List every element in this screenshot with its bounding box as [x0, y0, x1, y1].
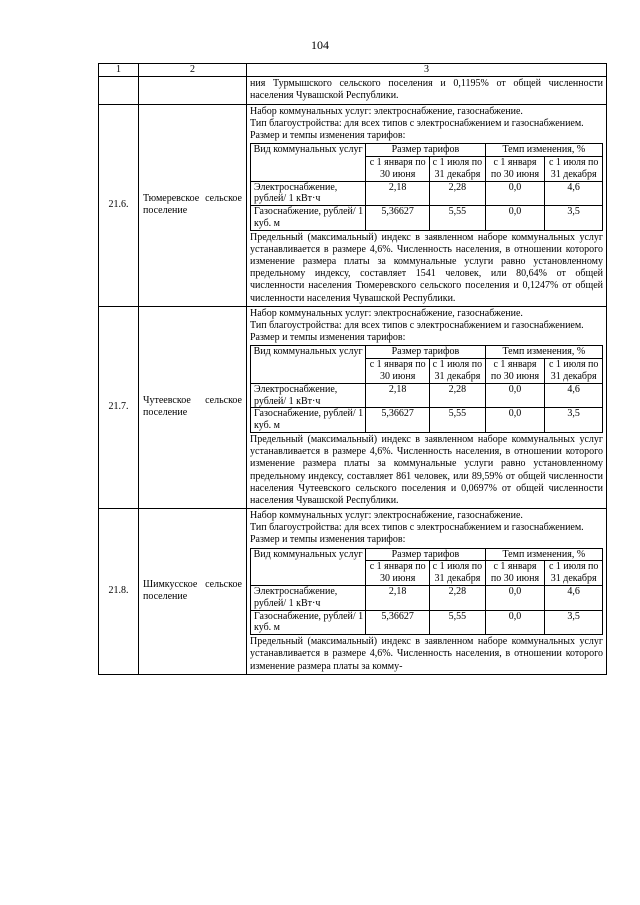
period-jul-dec: с 1 июля по 31 декабря [545, 156, 603, 181]
tariff-header-row [251, 346, 603, 359]
services-text: Набор коммунальных услуг: электроснабжение, газоснабжение. [250, 307, 523, 319]
tariff-header-size: Размер тарифов [366, 548, 485, 561]
row-number: 21.6. [99, 104, 139, 306]
settlement-name: Чутеевское сельское поселение [139, 306, 247, 508]
main-table [98, 63, 607, 675]
rate-value: 3,5 [545, 408, 603, 433]
period-jan-jun: с 1 января по 30 июня [485, 561, 545, 586]
service-name: Газоснабжение, рублей/ 1 куб. м [251, 206, 366, 231]
period-jul-dec: с 1 июля по 31 декабря [545, 359, 603, 384]
tariff-value: 2,18 [366, 383, 430, 408]
rate-value: 0,0 [485, 181, 545, 206]
tariff-title: Размер и темпы изменения тарифов: [250, 534, 406, 546]
tariff-table [250, 345, 603, 433]
tariff-row-electricity [251, 383, 603, 408]
row-description [247, 104, 607, 306]
row-description [247, 306, 607, 508]
tariff-header-row [251, 548, 603, 561]
period-jan-jun: с 1 января по 30 июня [366, 561, 430, 586]
table-row [99, 104, 607, 306]
header-col-2: 2 [139, 64, 247, 77]
rate-value: 4,6 [545, 586, 603, 611]
period-jul-dec: с 1 июля по 31 декабря [430, 156, 485, 181]
tariff-row-gas [251, 408, 603, 433]
tariff-table [250, 548, 603, 636]
limit-index-text: Предельный (максимальный) индекс в заявленном наборе коммунальных услуг устанавливается в размере 4,6%. Численность населения, в отношении которого изменение размера платы за коммунальные услуги равно установленному предельному индексу, составляет 861 человек, или 89,59% от общей численности населения Чутеевского сельского поселения и 0,0697% от общей численности населения Чувашской Республики. [250, 433, 603, 506]
limit-index-text: Предельный (максимальный) индекс в заявленном наборе коммунальных услуг устанавливается в размере 4,6%. Численность населения, в отношении которого изменение размера платы за комму- [250, 636, 603, 672]
tariff-header-size: Размер тарифов [366, 346, 485, 359]
settlement-name: Тюмеревское сельское поселение [139, 104, 247, 306]
row-number: 21.8. [99, 509, 139, 675]
tariff-value: 2,18 [366, 181, 430, 206]
tariff-value: 2,18 [366, 586, 430, 611]
rate-value: 0,0 [485, 383, 545, 408]
tariff-value: 5,36627 [366, 206, 430, 231]
row-description [247, 509, 607, 675]
tariff-title: Размер и темпы изменения тарифов: [250, 129, 406, 141]
tariff-value: 2,28 [430, 181, 485, 206]
continuation-text: ния Турмышского сельского поселения и 0,1195% от общей численности населения Чувашской Республики. [247, 77, 607, 104]
tariff-header-kind: Вид коммунальных услуг [251, 144, 366, 181]
improvement-text: Тип благоустройства: для всех типов с электроснабжением и газоснабжением. [250, 522, 584, 534]
tariff-value: 2,28 [430, 586, 485, 611]
limit-index-text: Предельный (максимальный) индекс в заявленном наборе коммунальных услуг устанавливается в размере 4,6%. Численность населения, в отношении которого изменение размера платы за коммунальные услуги равно установленному предельному индексу, составляет 1541 человек, или 80,64% от общей численности населения Тюмеревского сельского поселения и 0,1247% от общей численности населения Чувашской Республики. [250, 231, 603, 304]
improvement-text: Тип благоустройства: для всех типов с электроснабжением и газоснабжением. [250, 117, 584, 129]
service-name: Газоснабжение, рублей/ 1 куб. м [251, 610, 366, 635]
services-text: Набор коммунальных услуг: электроснабжение, газоснабжение. [250, 105, 523, 117]
tariff-header-size: Размер тарифов [366, 144, 485, 157]
period-jan-jun: с 1 января по 30 июня [485, 156, 545, 181]
page-number: 104 [311, 38, 329, 52]
tariff-row-electricity [251, 586, 603, 611]
tariff-value: 5,55 [430, 408, 485, 433]
improvement-text: Тип благоустройства: для всех типов с электроснабжением и газоснабжением. [250, 320, 584, 332]
rate-value: 3,5 [545, 206, 603, 231]
period-jan-jun: с 1 января по 30 июня [366, 156, 430, 181]
tariff-row-gas [251, 610, 603, 635]
table-row [99, 306, 607, 508]
continuation-row [99, 77, 607, 104]
rate-value: 4,6 [545, 383, 603, 408]
tariff-value: 5,36627 [366, 610, 430, 635]
table-row [99, 509, 607, 675]
service-name: Газоснабжение, рублей/ 1 куб. м [251, 408, 366, 433]
rate-value: 0,0 [485, 586, 545, 611]
period-jul-dec: с 1 июля по 31 декабря [545, 561, 603, 586]
services-text: Набор коммунальных услуг: электроснабжение, газоснабжение. [250, 510, 523, 522]
rate-value: 0,0 [485, 610, 545, 635]
tariff-value: 5,55 [430, 610, 485, 635]
table-header-row [99, 64, 607, 77]
tariff-header-kind: Вид коммунальных услуг [251, 548, 366, 585]
rate-value: 0,0 [485, 206, 545, 231]
tariff-header-row [251, 144, 603, 157]
header-col-3: 3 [247, 64, 607, 77]
tariff-header-kind: Вид коммунальных услуг [251, 346, 366, 383]
row-number: 21.7. [99, 306, 139, 508]
tariff-value: 5,36627 [366, 408, 430, 433]
period-jan-jun: с 1 января по 30 июня [366, 359, 430, 384]
period-jan-jun: с 1 января по 30 июня [485, 359, 545, 384]
tariff-row-gas [251, 206, 603, 231]
rate-value: 4,6 [545, 181, 603, 206]
rate-value: 0,0 [485, 408, 545, 433]
rate-value: 3,5 [545, 610, 603, 635]
tariff-title: Размер и темпы изменения тарифов: [250, 332, 406, 344]
tariff-header-rate: Темп изменения, % [485, 548, 602, 561]
header-col-1: 1 [99, 64, 139, 77]
period-jul-dec: с 1 июля по 31 декабря [430, 561, 485, 586]
tariff-row-electricity [251, 181, 603, 206]
service-name: Электроснабжение, рублей/ 1 кВт·ч [251, 383, 366, 408]
service-name: Электроснабжение, рублей/ 1 кВт·ч [251, 181, 366, 206]
settlement-name: Шимкусское сельское поселение [139, 509, 247, 675]
tariff-header-rate: Темп изменения, % [485, 346, 602, 359]
period-jul-dec: с 1 июля по 31 декабря [430, 359, 485, 384]
tariff-header-rate: Темп изменения, % [485, 144, 602, 157]
tariff-table [250, 143, 603, 231]
tariff-value: 5,55 [430, 206, 485, 231]
tariff-value: 2,28 [430, 383, 485, 408]
service-name: Электроснабжение, рублей/ 1 кВт·ч [251, 586, 366, 611]
